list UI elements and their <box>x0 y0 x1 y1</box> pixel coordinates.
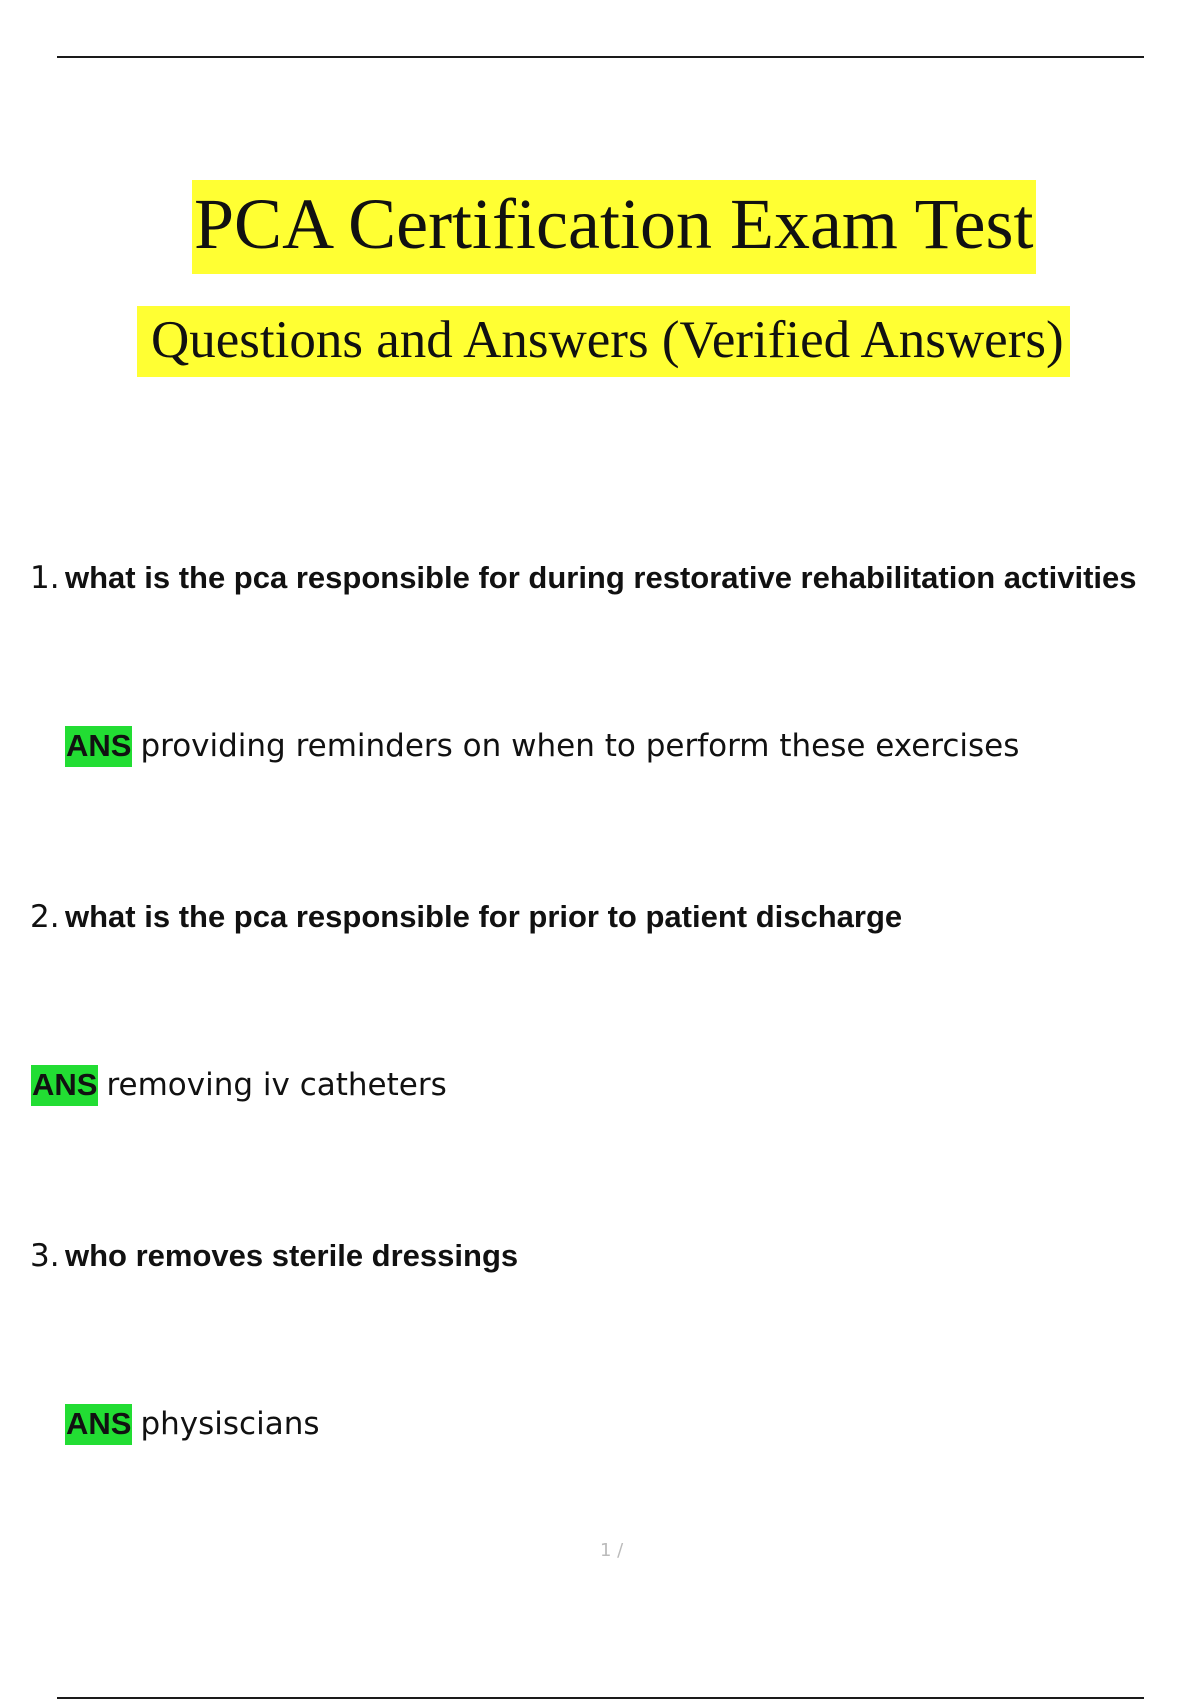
answer-2 <box>31 1069 447 1101</box>
answer-text: physiscians <box>140 1406 320 1442</box>
document-subtitle: Questions and Answers (Verified Answers) <box>137 306 1070 377</box>
top-rule <box>57 56 1144 58</box>
document-title: PCA Certification Exam Test <box>192 180 1036 274</box>
answer-tag: ANS <box>65 726 132 767</box>
question-text: what is the pca responsible for prior to patient discharge <box>65 899 903 934</box>
answer-text: providing reminders on when to perform these exercises <box>140 728 1020 764</box>
answer-tag: ANS <box>31 1065 98 1106</box>
answer-text: removing iv catheters <box>106 1067 447 1103</box>
question-number: 1. <box>30 560 60 596</box>
question-number: 2. <box>30 899 60 935</box>
question-text: what is the pca responsible for during restorative rehabilitation activities <box>65 560 1137 595</box>
answer-1 <box>65 730 1019 762</box>
question-text: who removes sterile dressings <box>65 1238 519 1273</box>
bottom-rule <box>57 1697 1144 1699</box>
question-1 <box>30 562 1136 594</box>
question-2 <box>30 901 902 933</box>
answer-tag: ANS <box>65 1404 132 1445</box>
question-number: 3. <box>30 1238 60 1274</box>
answer-3 <box>65 1408 320 1440</box>
page-number: 1 / <box>600 1540 624 1561</box>
question-3 <box>30 1240 518 1272</box>
